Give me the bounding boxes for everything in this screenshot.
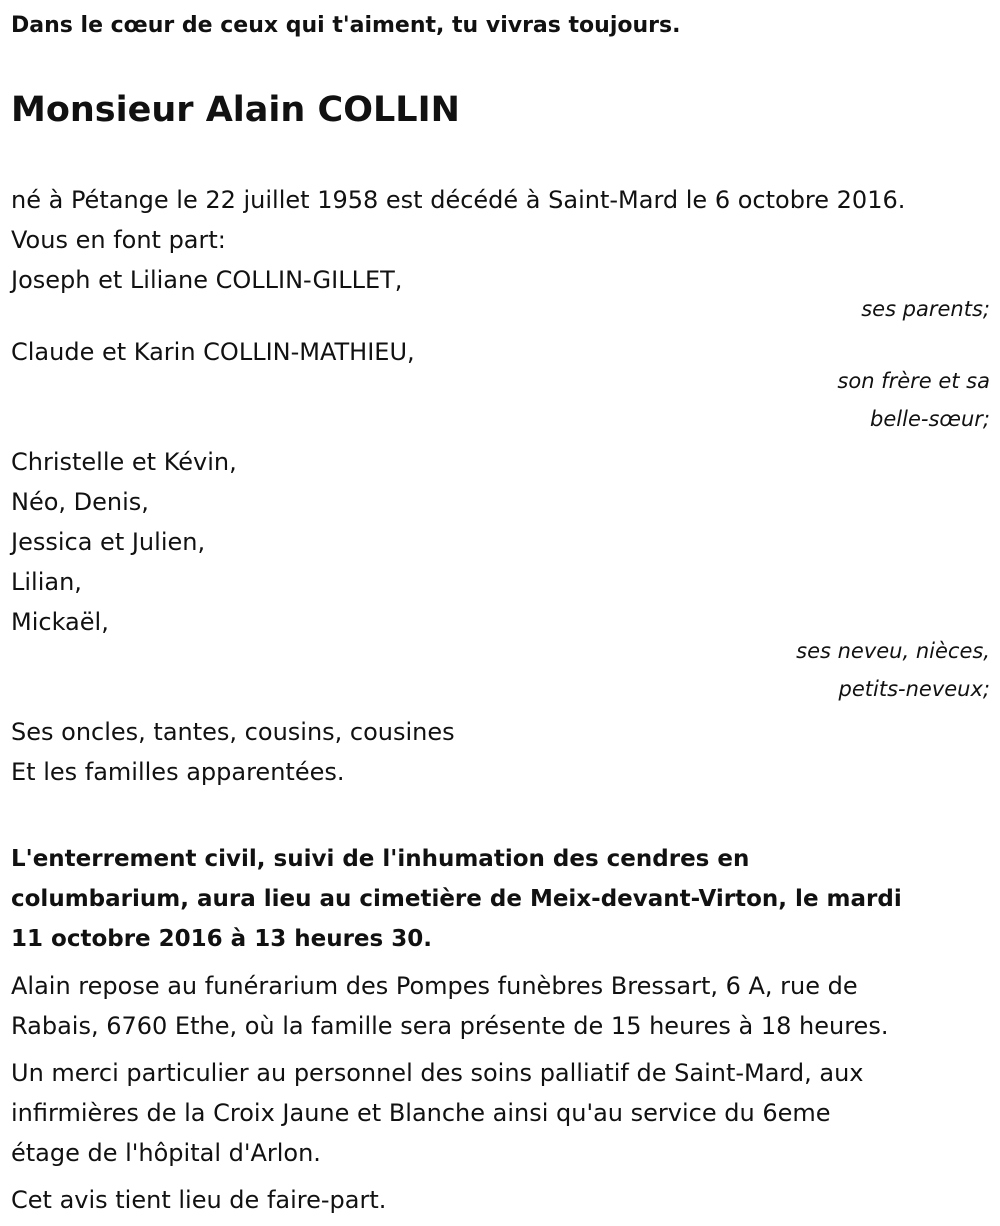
deceased-name: Monsieur Alain COLLIN [11, 90, 460, 130]
family-member-line: Lilian, [11, 568, 82, 596]
funeral-notice-line: 11 octobre 2016 à 13 heures 30. [11, 926, 432, 952]
family-group-nephews [11, 442, 990, 708]
relation-label: ses neveu, nièces, [796, 639, 990, 663]
relation-label: ses parents; [861, 297, 990, 321]
relation-label: petits-neveux; [838, 677, 990, 701]
family-member-line: Claude et Karin COLLIN-MATHIEU, [11, 338, 415, 366]
relation-label: son frère et sa [837, 369, 990, 393]
family-member-line: Christelle et Kévin, [11, 448, 237, 476]
repose-paragraph [11, 966, 990, 1046]
repose-line: Alain repose au funérarium des Pompes funèbres Bressart, 6 A, rue de [11, 972, 858, 1000]
thanks-line: infirmières de la Croix Jaune et Blanche ainsi qu'au service du 6eme [11, 1099, 831, 1127]
family-member-line: Joseph et Liliane COLLIN-GILLET, [11, 266, 403, 294]
repose-line: Rabais, 6760 Ethe, où la famille sera présente de 15 heures à 18 heures. [11, 1012, 889, 1040]
family-group-siblings [11, 332, 990, 438]
funeral-notice [11, 839, 990, 959]
family-member-line: Néo, Denis, [11, 488, 149, 516]
extended-family [11, 712, 990, 792]
thanks-line: étage de l'hôpital d'Arlon. [11, 1139, 321, 1167]
family-member-line: Mickaël, [11, 608, 109, 636]
funeral-notice-line: columbarium, aura lieu au cimetière de Meix-devant-Virton, le mardi [11, 886, 902, 912]
epigraph: Dans le cœur de ceux qui t'aiment, tu vivras toujours. [11, 13, 681, 38]
relation-label: belle-sœur; [870, 407, 990, 431]
birth-death-statement: né à Pétange le 22 juillet 1958 est décédé à Saint-Mard le 6 octobre 2016. [11, 186, 906, 214]
obituary-page [0, 11, 1000, 1226]
thanks-line: Un merci particulier au personnel des soins palliatif de Saint-Mard, aux [11, 1059, 864, 1087]
family-member-line: Jessica et Julien, [11, 528, 206, 556]
extended-family-line: Ses oncles, tantes, cousins, cousines [11, 718, 455, 746]
funeral-notice-line: L'enterrement civil, suivi de l'inhumation des cendres en [11, 846, 750, 872]
announce-line: Vous en font part: [11, 226, 226, 254]
family-group-parents [11, 260, 990, 328]
thanks-paragraph [11, 1053, 990, 1173]
closing-line: Cet avis tient lieu de faire-part. [11, 1186, 387, 1214]
extended-family-line: Et les familles apparentées. [11, 758, 345, 786]
